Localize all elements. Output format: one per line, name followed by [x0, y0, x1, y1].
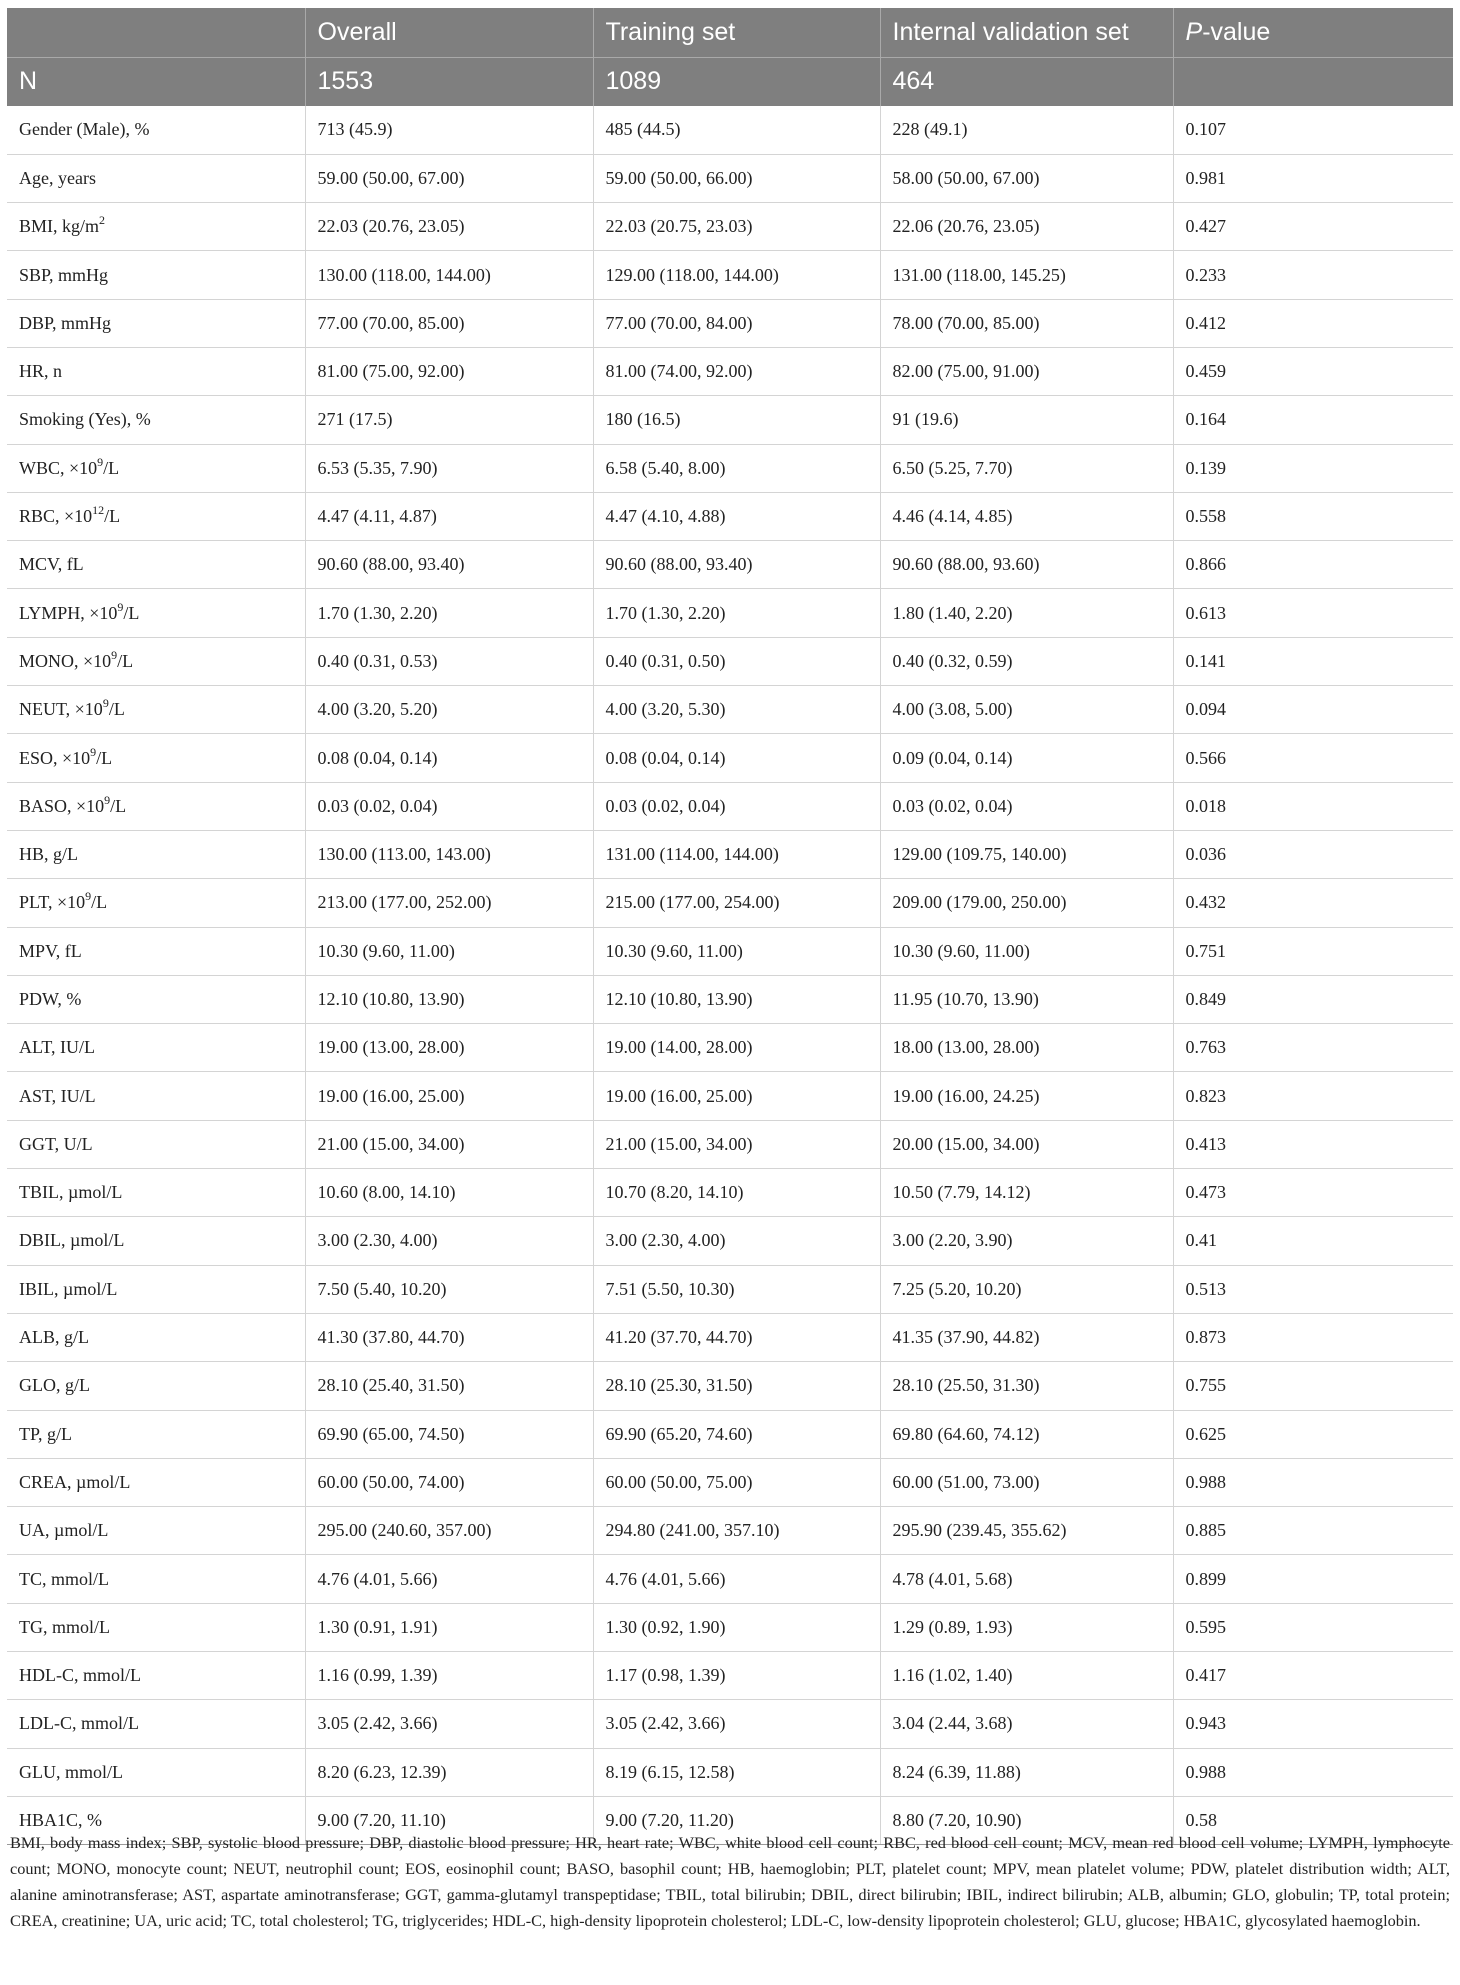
header-overall: Overall — [305, 8, 593, 57]
cell-overall: 81.00 (75.00, 92.00) — [305, 347, 593, 395]
table-row — [7, 251, 1453, 299]
row-label — [7, 1652, 305, 1700]
table-header — [7, 8, 1453, 106]
table-row — [7, 975, 1453, 1023]
cell-p: 0.751 — [1173, 927, 1453, 975]
row-label-text: HR, n — [19, 361, 63, 382]
table-row — [7, 396, 1453, 444]
cell-validation: 19.00 (16.00, 24.25) — [880, 1072, 1173, 1120]
row-label — [7, 1120, 305, 1168]
cell-p: 0.981 — [1173, 154, 1453, 202]
cell-p: 0.823 — [1173, 1072, 1453, 1120]
row-label — [7, 1024, 305, 1072]
cell-overall: 22.03 (20.76, 23.05) — [305, 203, 593, 251]
row-label-text: HB, g/L — [19, 844, 79, 865]
row-label-text: GLO, g/L — [19, 1375, 90, 1396]
column-header-row — [7, 8, 1453, 57]
table-row — [7, 1362, 1453, 1410]
header-training-set: Training set — [593, 8, 880, 57]
header-p-suffix: -value — [1202, 17, 1271, 46]
header-internal-validation-set: Internal validation set — [880, 8, 1173, 57]
cell-training: 60.00 (50.00, 75.00) — [593, 1458, 880, 1506]
cell-validation: 4.46 (4.14, 4.85) — [880, 492, 1173, 540]
cell-training: 77.00 (70.00, 84.00) — [593, 299, 880, 347]
cell-training: 1.17 (0.98, 1.39) — [593, 1652, 880, 1700]
cell-p: 0.036 — [1173, 830, 1453, 878]
row-label-text: CREA, µmol/L — [19, 1471, 131, 1492]
cell-p: 0.427 — [1173, 203, 1453, 251]
row-label-text: MPV, fL — [19, 940, 82, 961]
row-label-superscript: 9 — [85, 889, 92, 904]
row-label-suffix: /L — [103, 457, 120, 478]
baseline-characteristics-table — [7, 8, 1453, 1845]
row-label — [7, 686, 305, 734]
cell-overall: 90.60 (88.00, 93.40) — [305, 541, 593, 589]
row-label-text: ALT, IU/L — [19, 1037, 95, 1058]
row-label-text: MCV, fL — [19, 554, 84, 575]
cell-validation: 10.30 (9.60, 11.00) — [880, 927, 1173, 975]
row-label-text: SBP, mmHg — [19, 264, 109, 285]
cell-overall: 6.53 (5.35, 7.90) — [305, 444, 593, 492]
row-label-text: TP, g/L — [19, 1423, 73, 1444]
table-row — [7, 879, 1453, 927]
header-p-italic: P — [1185, 17, 1203, 46]
cell-overall: 19.00 (16.00, 25.00) — [305, 1072, 593, 1120]
cell-p: 0.849 — [1173, 975, 1453, 1023]
row-label-text: Age, years — [19, 167, 96, 188]
cell-overall: 271 (17.5) — [305, 396, 593, 444]
cell-training: 4.00 (3.20, 5.30) — [593, 686, 880, 734]
cell-p: 0.432 — [1173, 879, 1453, 927]
cell-p: 0.107 — [1173, 106, 1453, 154]
cell-overall: 10.60 (8.00, 14.10) — [305, 1169, 593, 1217]
cell-p: 0.943 — [1173, 1700, 1453, 1748]
cell-overall: 10.30 (9.60, 11.00) — [305, 927, 593, 975]
table-row — [7, 1024, 1453, 1072]
row-label — [7, 782, 305, 830]
row-label — [7, 541, 305, 589]
cell-validation: 60.00 (51.00, 73.00) — [880, 1458, 1173, 1506]
row-label — [7, 1458, 305, 1506]
cell-overall: 3.05 (2.42, 3.66) — [305, 1700, 593, 1748]
table-row — [7, 927, 1453, 975]
row-label-text: AST, IU/L — [19, 1085, 96, 1106]
row-label — [7, 734, 305, 782]
row-label — [7, 637, 305, 685]
row-label — [7, 444, 305, 492]
cell-validation: 10.50 (7.79, 14.12) — [880, 1169, 1173, 1217]
row-label-text: UA, µmol/L — [19, 1520, 109, 1541]
cell-overall: 9.00 (7.20, 11.10) — [305, 1796, 593, 1844]
cell-overall: 59.00 (50.00, 67.00) — [305, 154, 593, 202]
row-label-suffix: /L — [96, 747, 113, 768]
cell-validation: 3.00 (2.20, 3.90) — [880, 1217, 1173, 1265]
cell-training: 69.90 (65.20, 74.60) — [593, 1410, 880, 1458]
row-label — [7, 927, 305, 975]
cell-training: 4.76 (4.01, 5.66) — [593, 1555, 880, 1603]
row-label-text: HBA1C, % — [19, 1810, 103, 1831]
cell-training: 3.00 (2.30, 4.00) — [593, 1217, 880, 1265]
cell-p: 0.417 — [1173, 1652, 1453, 1700]
cell-overall: 41.30 (37.80, 44.70) — [305, 1313, 593, 1361]
row-label-superscript: 9 — [102, 696, 109, 711]
row-label — [7, 154, 305, 202]
table-row — [7, 1313, 1453, 1361]
row-label-superscript: 9 — [111, 647, 118, 662]
table-row — [7, 1072, 1453, 1120]
cell-overall: 4.47 (4.11, 4.87) — [305, 492, 593, 540]
row-label-superscript: 12 — [92, 503, 105, 518]
cell-validation: 69.80 (64.60, 74.12) — [880, 1410, 1173, 1458]
cell-validation: 91 (19.6) — [880, 396, 1173, 444]
cell-validation: 7.25 (5.20, 10.20) — [880, 1265, 1173, 1313]
row-label — [7, 251, 305, 299]
cell-validation: 1.80 (1.40, 2.20) — [880, 589, 1173, 637]
row-label-text: LDL-C, mmol/L — [19, 1713, 139, 1734]
cell-validation: 58.00 (50.00, 67.00) — [880, 154, 1173, 202]
table-row — [7, 106, 1453, 154]
table-row — [7, 637, 1453, 685]
cell-overall: 4.00 (3.20, 5.20) — [305, 686, 593, 734]
row-label — [7, 396, 305, 444]
table-row — [7, 686, 1453, 734]
cell-p: 0.094 — [1173, 686, 1453, 734]
row-label — [7, 1410, 305, 1458]
row-label — [7, 1169, 305, 1217]
row-label-text: BASO, ×10 — [19, 795, 105, 816]
table-row — [7, 782, 1453, 830]
cell-training: 59.00 (50.00, 66.00) — [593, 154, 880, 202]
cell-validation: 11.95 (10.70, 13.90) — [880, 975, 1173, 1023]
cell-overall: 295.00 (240.60, 357.00) — [305, 1507, 593, 1555]
cell-validation: 3.04 (2.44, 3.68) — [880, 1700, 1173, 1748]
cell-validation: 209.00 (179.00, 250.00) — [880, 879, 1173, 927]
row-label-text: ALB, g/L — [19, 1327, 89, 1348]
cell-p: 0.513 — [1173, 1265, 1453, 1313]
row-label-text: MONO, ×10 — [19, 650, 112, 671]
cell-training: 1.30 (0.92, 1.90) — [593, 1603, 880, 1651]
table-row — [7, 1603, 1453, 1651]
row-label-text: TG, mmol/L — [19, 1616, 110, 1637]
cell-training: 22.03 (20.75, 23.03) — [593, 203, 880, 251]
cell-training: 9.00 (7.20, 11.20) — [593, 1796, 880, 1844]
cell-p: 0.899 — [1173, 1555, 1453, 1603]
row-label-suffix: /L — [117, 650, 134, 671]
table-footnote: BMI, body mass index; SBP, systolic blood pressure; DBP, diastolic blood pressure; HR, heart rate; WBC, white blood cell count; RBC, red blood cell count; MCV, mean red blood cell volume; LYMPH, lymphocyte count; MONO, monocyte count; NEUT, neutrophil count; EOS, eosinophil count; BASO, basophil count; HB, haemoglobin; PLT, platelet count; MPV, mean platelet volume; PDW, platelet distribution width; ALT, alanine aminotransferase; AST, aspartate aminotransferase; GGT, gamma-glutamyl transpeptidase; TBIL, total bilirubin; DBIL, direct bilirubin; IBIL, indirect bilirubin; ALB, albumin; GLO, globulin; TP, total protein; CREA, creatinine; UA, uric acid; TC, total cholesterol; TG, triglycerides; HDL-C, high-density lipoprotein cholesterol; LDL-C, low-density lipoprotein cholesterol; GLU, glucose; HBA1C, glycosylated haemoglobin. — [10, 1833, 1450, 1930]
table-row — [7, 347, 1453, 395]
cell-p: 0.885 — [1173, 1507, 1453, 1555]
cell-training: 294.80 (241.00, 357.10) — [593, 1507, 880, 1555]
row-label — [7, 879, 305, 927]
row-label-text: Gender (Male), % — [19, 119, 150, 140]
row-label — [7, 975, 305, 1023]
cell-overall: 1.30 (0.91, 1.91) — [305, 1603, 593, 1651]
cell-validation: 78.00 (70.00, 85.00) — [880, 299, 1173, 347]
row-label — [7, 106, 305, 154]
row-label-text: GGT, U/L — [19, 1133, 93, 1154]
cell-p: 0.988 — [1173, 1458, 1453, 1506]
cell-training: 215.00 (177.00, 254.00) — [593, 879, 880, 927]
cell-overall: 77.00 (70.00, 85.00) — [305, 299, 593, 347]
n-validation: 464 — [880, 57, 1173, 106]
cell-validation: 129.00 (109.75, 140.00) — [880, 830, 1173, 878]
cell-validation: 0.40 (0.32, 0.59) — [880, 637, 1173, 685]
cell-training: 90.60 (88.00, 93.40) — [593, 541, 880, 589]
row-label-text: BMI, kg/m — [19, 216, 100, 237]
cell-overall: 130.00 (113.00, 143.00) — [305, 830, 593, 878]
cell-p: 0.413 — [1173, 1120, 1453, 1168]
row-label-superscript: 9 — [90, 744, 97, 759]
cell-training: 3.05 (2.42, 3.66) — [593, 1700, 880, 1748]
table-row — [7, 203, 1453, 251]
cell-overall: 3.00 (2.30, 4.00) — [305, 1217, 593, 1265]
row-label-suffix: /L — [123, 602, 140, 623]
row-label — [7, 1265, 305, 1313]
row-label-superscript: 9 — [97, 454, 104, 469]
cell-overall: 213.00 (177.00, 252.00) — [305, 879, 593, 927]
row-label-text: ESO, ×10 — [19, 747, 91, 768]
cell-training: 41.20 (37.70, 44.70) — [593, 1313, 880, 1361]
cell-p: 0.755 — [1173, 1362, 1453, 1410]
cell-validation: 0.03 (0.02, 0.04) — [880, 782, 1173, 830]
table-row — [7, 1217, 1453, 1265]
row-label — [7, 203, 305, 251]
cell-overall: 21.00 (15.00, 34.00) — [305, 1120, 593, 1168]
cell-validation: 0.09 (0.04, 0.14) — [880, 734, 1173, 782]
cell-training: 81.00 (74.00, 92.00) — [593, 347, 880, 395]
cell-training: 131.00 (114.00, 144.00) — [593, 830, 880, 878]
cell-overall: 0.08 (0.04, 0.14) — [305, 734, 593, 782]
cell-overall: 12.10 (10.80, 13.90) — [305, 975, 593, 1023]
cell-validation: 1.29 (0.89, 1.93) — [880, 1603, 1173, 1651]
row-label — [7, 1555, 305, 1603]
n-row — [7, 57, 1453, 106]
cell-validation: 22.06 (20.76, 23.05) — [880, 203, 1173, 251]
table-row — [7, 1410, 1453, 1458]
row-label — [7, 347, 305, 395]
cell-training: 0.40 (0.31, 0.50) — [593, 637, 880, 685]
table-row — [7, 154, 1453, 202]
cell-p: 0.866 — [1173, 541, 1453, 589]
cell-overall: 60.00 (50.00, 74.00) — [305, 1458, 593, 1506]
row-label-superscript: 9 — [117, 599, 124, 614]
cell-training: 4.47 (4.10, 4.88) — [593, 492, 880, 540]
table-row — [7, 492, 1453, 540]
cell-validation: 82.00 (75.00, 91.00) — [880, 347, 1173, 395]
cell-p: 0.141 — [1173, 637, 1453, 685]
cell-validation: 4.00 (3.08, 5.00) — [880, 686, 1173, 734]
cell-validation: 4.78 (4.01, 5.68) — [880, 1555, 1173, 1603]
cell-overall: 28.10 (25.40, 31.50) — [305, 1362, 593, 1410]
cell-validation: 90.60 (88.00, 93.60) — [880, 541, 1173, 589]
row-label-text: RBC, ×10 — [19, 506, 93, 527]
cell-validation: 18.00 (13.00, 28.00) — [880, 1024, 1173, 1072]
cell-training: 19.00 (14.00, 28.00) — [593, 1024, 880, 1072]
row-label-text: NEUT, ×10 — [19, 699, 103, 720]
row-label-text: WBC, ×10 — [19, 457, 98, 478]
cell-training: 8.19 (6.15, 12.58) — [593, 1748, 880, 1796]
cell-overall: 19.00 (13.00, 28.00) — [305, 1024, 593, 1072]
cell-overall: 4.76 (4.01, 5.66) — [305, 1555, 593, 1603]
cell-p: 0.139 — [1173, 444, 1453, 492]
row-label-superscript: 2 — [99, 213, 106, 228]
row-label — [7, 1700, 305, 1748]
cell-p: 0.873 — [1173, 1313, 1453, 1361]
row-label — [7, 1603, 305, 1651]
table-row — [7, 1700, 1453, 1748]
header-variable — [7, 8, 305, 57]
cell-overall: 0.03 (0.02, 0.04) — [305, 782, 593, 830]
cell-overall: 1.16 (0.99, 1.39) — [305, 1652, 593, 1700]
cell-overall: 130.00 (118.00, 144.00) — [305, 251, 593, 299]
table-row — [7, 1555, 1453, 1603]
cell-validation: 8.80 (7.20, 10.90) — [880, 1796, 1173, 1844]
row-label — [7, 1748, 305, 1796]
table-row — [7, 589, 1453, 637]
cell-training: 129.00 (118.00, 144.00) — [593, 251, 880, 299]
row-label-text: LYMPH, ×10 — [19, 602, 118, 623]
row-label — [7, 299, 305, 347]
row-label-text: PDW, % — [19, 988, 82, 1009]
row-label-text: HDL-C, mmol/L — [19, 1665, 141, 1686]
cell-training: 19.00 (16.00, 25.00) — [593, 1072, 880, 1120]
row-label — [7, 1362, 305, 1410]
cell-p: 0.566 — [1173, 734, 1453, 782]
row-label — [7, 1507, 305, 1555]
cell-p: 0.558 — [1173, 492, 1453, 540]
cell-validation: 295.90 (239.45, 355.62) — [880, 1507, 1173, 1555]
row-label-text: IBIL, µmol/L — [19, 1278, 118, 1299]
cell-p: 0.763 — [1173, 1024, 1453, 1072]
table-row — [7, 1748, 1453, 1796]
cell-validation: 228 (49.1) — [880, 106, 1173, 154]
row-label-suffix: /L — [104, 506, 121, 527]
row-label-text: DBP, mmHg — [19, 312, 112, 333]
cell-p: 0.988 — [1173, 1748, 1453, 1796]
cell-training: 0.03 (0.02, 0.04) — [593, 782, 880, 830]
cell-training: 10.30 (9.60, 11.00) — [593, 927, 880, 975]
cell-training: 485 (44.5) — [593, 106, 880, 154]
cell-training: 180 (16.5) — [593, 396, 880, 444]
cell-validation: 1.16 (1.02, 1.40) — [880, 1652, 1173, 1700]
cell-training: 0.08 (0.04, 0.14) — [593, 734, 880, 782]
table-row — [7, 1120, 1453, 1168]
cell-p: 0.164 — [1173, 396, 1453, 444]
cell-overall: 1.70 (1.30, 2.20) — [305, 589, 593, 637]
table-row — [7, 1458, 1453, 1506]
cell-validation: 20.00 (15.00, 34.00) — [880, 1120, 1173, 1168]
n-overall: 1553 — [305, 57, 593, 106]
n-training: 1089 — [593, 57, 880, 106]
cell-validation: 28.10 (25.50, 31.30) — [880, 1362, 1173, 1410]
row-label-text: TBIL, µmol/L — [19, 1182, 123, 1203]
cell-training: 7.51 (5.50, 10.30) — [593, 1265, 880, 1313]
row-label-suffix: /L — [110, 795, 127, 816]
header-p-value — [1173, 8, 1453, 57]
cell-p: 0.58 — [1173, 1796, 1453, 1844]
row-label-suffix: /L — [91, 892, 108, 913]
row-label-suffix: /L — [108, 699, 125, 720]
cell-validation: 131.00 (118.00, 145.25) — [880, 251, 1173, 299]
cell-p: 0.233 — [1173, 251, 1453, 299]
table-row — [7, 541, 1453, 589]
n-p — [1173, 57, 1453, 106]
cell-p: 0.41 — [1173, 1217, 1453, 1265]
cell-overall: 713 (45.9) — [305, 106, 593, 154]
table-row — [7, 444, 1453, 492]
cell-p: 0.459 — [1173, 347, 1453, 395]
table-row — [7, 1265, 1453, 1313]
row-label — [7, 1313, 305, 1361]
row-label — [7, 830, 305, 878]
row-label-text: Smoking (Yes), % — [19, 409, 151, 430]
row-label — [7, 1217, 305, 1265]
cell-validation: 8.24 (6.39, 11.88) — [880, 1748, 1173, 1796]
cell-p: 0.018 — [1173, 782, 1453, 830]
row-label-text: TC, mmol/L — [19, 1568, 109, 1589]
row-label-text: DBIL, µmol/L — [19, 1230, 125, 1251]
table-row — [7, 299, 1453, 347]
table-row — [7, 1507, 1453, 1555]
cell-training: 21.00 (15.00, 34.00) — [593, 1120, 880, 1168]
row-label-text: GLU, mmol/L — [19, 1761, 123, 1782]
cell-p: 0.613 — [1173, 589, 1453, 637]
cell-p: 0.625 — [1173, 1410, 1453, 1458]
cell-training: 12.10 (10.80, 13.90) — [593, 975, 880, 1023]
cell-overall: 7.50 (5.40, 10.20) — [305, 1265, 593, 1313]
cell-p: 0.473 — [1173, 1169, 1453, 1217]
table-row — [7, 734, 1453, 782]
row-label-superscript: 9 — [104, 792, 111, 807]
n-label: N — [7, 57, 305, 106]
row-label-text: PLT, ×10 — [19, 892, 86, 913]
row-label — [7, 589, 305, 637]
cell-training: 1.70 (1.30, 2.20) — [593, 589, 880, 637]
cell-overall: 8.20 (6.23, 12.39) — [305, 1748, 593, 1796]
table-row — [7, 1169, 1453, 1217]
cell-validation: 6.50 (5.25, 7.70) — [880, 444, 1173, 492]
table-body — [7, 106, 1453, 1845]
cell-p: 0.412 — [1173, 299, 1453, 347]
cell-training: 6.58 (5.40, 8.00) — [593, 444, 880, 492]
cell-overall: 0.40 (0.31, 0.53) — [305, 637, 593, 685]
row-label — [7, 492, 305, 540]
cell-p: 0.595 — [1173, 1603, 1453, 1651]
cell-validation: 41.35 (37.90, 44.82) — [880, 1313, 1173, 1361]
row-label — [7, 1072, 305, 1120]
table-row — [7, 830, 1453, 878]
cell-overall: 69.90 (65.00, 74.50) — [305, 1410, 593, 1458]
cell-training: 28.10 (25.30, 31.50) — [593, 1362, 880, 1410]
table-row — [7, 1652, 1453, 1700]
cell-training: 10.70 (8.20, 14.10) — [593, 1169, 880, 1217]
